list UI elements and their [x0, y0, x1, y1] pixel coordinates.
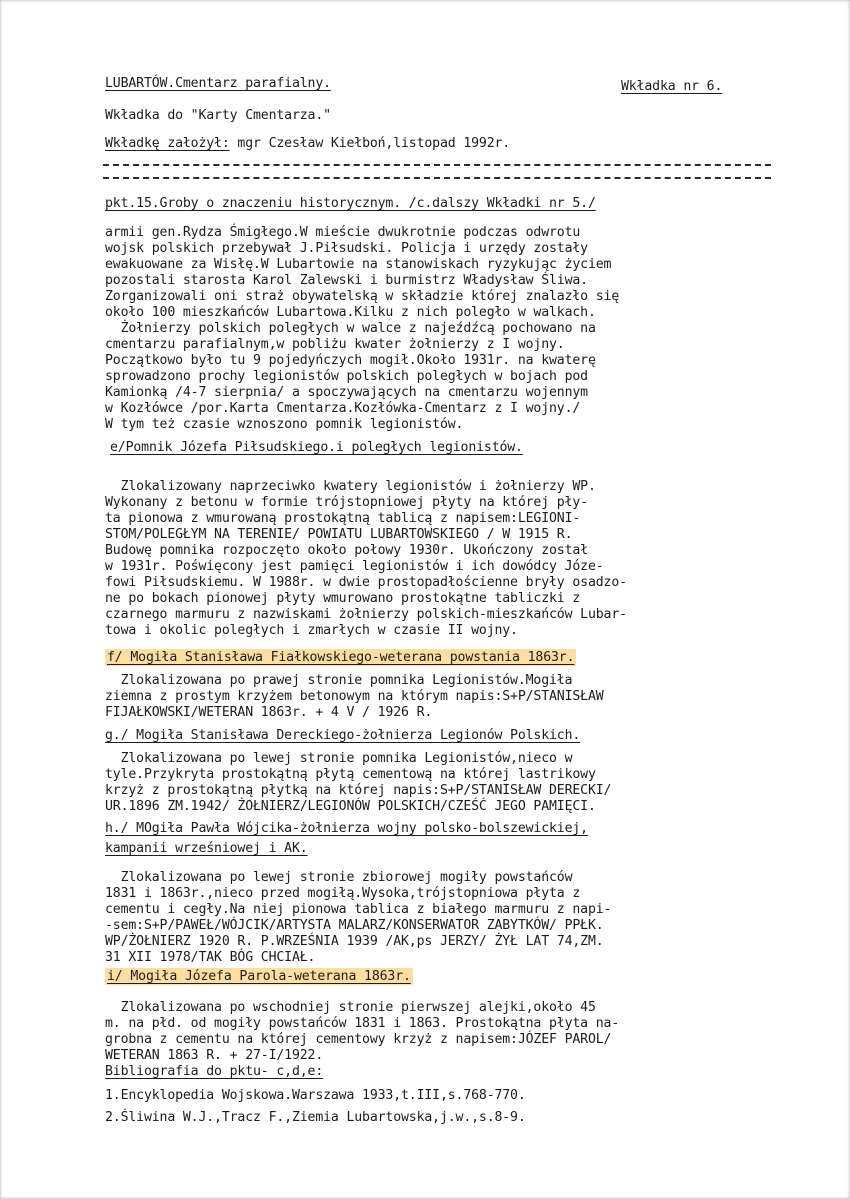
- author-text: mgr Czesław Kiełboń,listopad 1992r.: [229, 136, 511, 151]
- text-line: sprowadzono prochy legionistów polskich poległych w bojach pod: [105, 369, 588, 384]
- text-line: w Kozłówce /por.Karta Cmentarza.Kozłówka-Cmentarz z I wojny./: [105, 401, 581, 416]
- text-line: w 1931r. Poświęcony jest pamięci legionistów i ich dowódcy Józe-: [105, 559, 604, 574]
- text-line: ne po bokach pionowej płyty wmurowano prostokątne tabliczki z: [105, 591, 581, 606]
- text-line: Wykonany z betonu w formie trójstopniowej płyty na której pły-: [105, 495, 588, 510]
- bibliography-item: 2.Śliwina W.J.,Tracz F.,Ziemia Lubartowska,j.w.,s.8-9.: [105, 1110, 526, 1125]
- subsection-heading-i: [105, 969, 413, 984]
- subsection-heading-h: h./ MOgiła Pawła Wójcika-żołnierza wojny polsko-bolszewickiej,: [105, 821, 588, 836]
- text-line: W tym też czasie wznoszono pomnik legionistów.: [105, 417, 464, 432]
- text-line: cementu i cegły.Na niej pionowa tablica z białego marmuru z napi-: [105, 902, 612, 917]
- subsection-heading-g: g./ Mogiła Stanisława Dereckiego-żołnierza Legionów Polskich.: [105, 728, 581, 743]
- text-line: czarnego marmuru z nazwiskami żołnierzy polskich-mieszkańców Lubar-: [105, 607, 627, 622]
- insert-number: Wkładka nr 6.: [621, 79, 723, 94]
- header-line-2: Wkładka do "Karty Cmentarza.": [105, 108, 331, 123]
- highlight-marker: f/ Mogiła Stanisława Fiałkowskiego-weterana powstania 1863r.: [107, 650, 575, 665]
- text-line: Zlokalizowana po wschodniej stronie pierwszej alejki,około 45: [105, 1000, 596, 1015]
- subsection-heading-h-cont: kampanii wrześniowej i AK.: [105, 841, 308, 856]
- text-line: tyle.Przykryta prostokątną płytą cementową na której lastrikowy: [105, 767, 596, 782]
- text-line: STOM/POLEGŁYM NA TERENIE/ POWIATU LUBARTOWSKIEGO / W 1915 R.: [105, 527, 573, 542]
- text-line: Zlokalizowana po lewej stronie zbiorowej mogiły powstańców: [105, 870, 573, 885]
- separator-line: [103, 177, 771, 179]
- text-line: Zlokalizowana po prawej stronie pomnika Legionistów.Mogiła: [105, 673, 573, 688]
- text-line: fowi Piłsudskiemu. W 1988r. w dwie prostopadłościenne bryły osadzo-: [105, 575, 627, 590]
- document-title: LUBARTÓW.Cmentarz parafialny.: [105, 76, 331, 91]
- text-line: WETERAN 1863 R. + 27-I/1922.: [105, 1048, 324, 1063]
- text-line: krzyż z prostokątną płytką na której napis:S+P/STANISŁAW DERECKI/: [105, 783, 612, 798]
- subsection-heading-f: [105, 650, 576, 665]
- text-line: towa i okolic poległych i zmarłych w czasie II wojny.: [105, 623, 518, 638]
- text-line: FIJAŁKOWSKI/WETERAN 1863r. + 4 V / 1926 R.: [105, 705, 433, 720]
- subsection-heading-e: e/Pomnik Józefa Piłsudskiego.i poległych legionistów.: [110, 440, 523, 455]
- text-line: m. na płd. od mogiły powstańców 1831 i 1863. Prostokątna płyta na-: [105, 1016, 620, 1031]
- text-line: ziemna z prostym krzyżem betonowym na którym napis:S+P/STANISŁAW: [105, 689, 604, 704]
- section-heading: pkt.15.Groby o znaczeniu historycznym. /c.dalszy Wkładki nr 5./: [105, 196, 596, 211]
- text-line: ewakuowane za Wisłę.W Lubartowie na stanowiskach ryzykując życiem: [105, 257, 612, 272]
- text-line: 31 XII 1978/TAK BÓG CHCIAŁ.: [105, 950, 316, 965]
- text-line: Budowę pomnika rozpoczęto około połowy 1930r. Ukończony został: [105, 543, 588, 558]
- author-label: Wkładkę założył:: [105, 136, 230, 151]
- text-line: Początkowo było tu 9 pojedyńczych mogił.Około 1931r. na kwaterę: [105, 353, 596, 368]
- text-line: wojsk polskich przebywał J.Piłsudski. Policja i urzędy zostały: [105, 241, 588, 256]
- text-line: cmentarzu parafialnym,w pobliżu kwater żołnierzy z I wojny.: [105, 337, 565, 352]
- text-line: Kamionką /4-7 sierpnia/ a spoczywających na cmentarzu wojennym: [105, 385, 588, 400]
- bibliography-heading: Bibliografia do pktu- c,d,e:: [105, 1064, 324, 1079]
- text-line: 1831 i 1863r.,nieco przed mogiłą.Wysoka,trójstopniowa płyta z: [105, 886, 581, 901]
- text-line: Żołnierzy polskich poległych w walce z najeźdźcą pochowano na: [105, 321, 596, 336]
- highlight-marker: i/ Mogiła Józefa Parola-weterana 1863r.: [107, 969, 411, 984]
- text-line: armii gen.Rydza Śmigłego.W mieście dwukrotnie podczas odwrotu: [105, 225, 581, 240]
- text-line: -sem:S+P/PAWEŁ/WÓJCIK/ARTYSTA MALARZ/KONSERWATOR ZABYTKÓW/ PPŁK.: [105, 918, 604, 933]
- text-line: ta pionowa z wmurowaną prostokątną tablicą z napisem:LEGIONI-: [105, 511, 581, 526]
- header-line-3: [105, 136, 510, 151]
- text-line: WP/ŻOŁNIERZ 1920 R. P.WRZEŚNIA 1939 /AK,ps JERZY/ ŻYŁ LAT 74,ZM.: [105, 934, 604, 949]
- text-line: pozostali starosta Karol Zalewski i burmistrz Władysław Śliwa.: [105, 273, 588, 288]
- text-line: Zorganizowali oni straż obywatelską w składzie której znalazło się: [105, 289, 620, 304]
- text-line: około 100 mieszkańców Lubartowa.Kilku z nich poległo w walkach.: [105, 305, 596, 320]
- separator-line: [103, 164, 771, 166]
- text-line: UR.1896 ZM.1942/ ŻOŁNIERZ/LEGIONÓW POLSKICH/CZEŚĆ JEGO PAMIĘCI.: [105, 799, 596, 814]
- text-line: grobna z cementu na której cementowy krzyż z napisem:JÓZEF PAROL/: [105, 1032, 612, 1047]
- text-line: Zlokalizowany naprzeciwko kwatery legionistów i żołnierzy WP.: [105, 479, 596, 494]
- text-line: Zlokalizowana po lewej stronie pomnika Legionistów,nieco w: [105, 751, 573, 766]
- bibliography-item: 1.Encyklopedia Wojskowa.Warszawa 1933,t.III,s.768-770.: [105, 1088, 526, 1103]
